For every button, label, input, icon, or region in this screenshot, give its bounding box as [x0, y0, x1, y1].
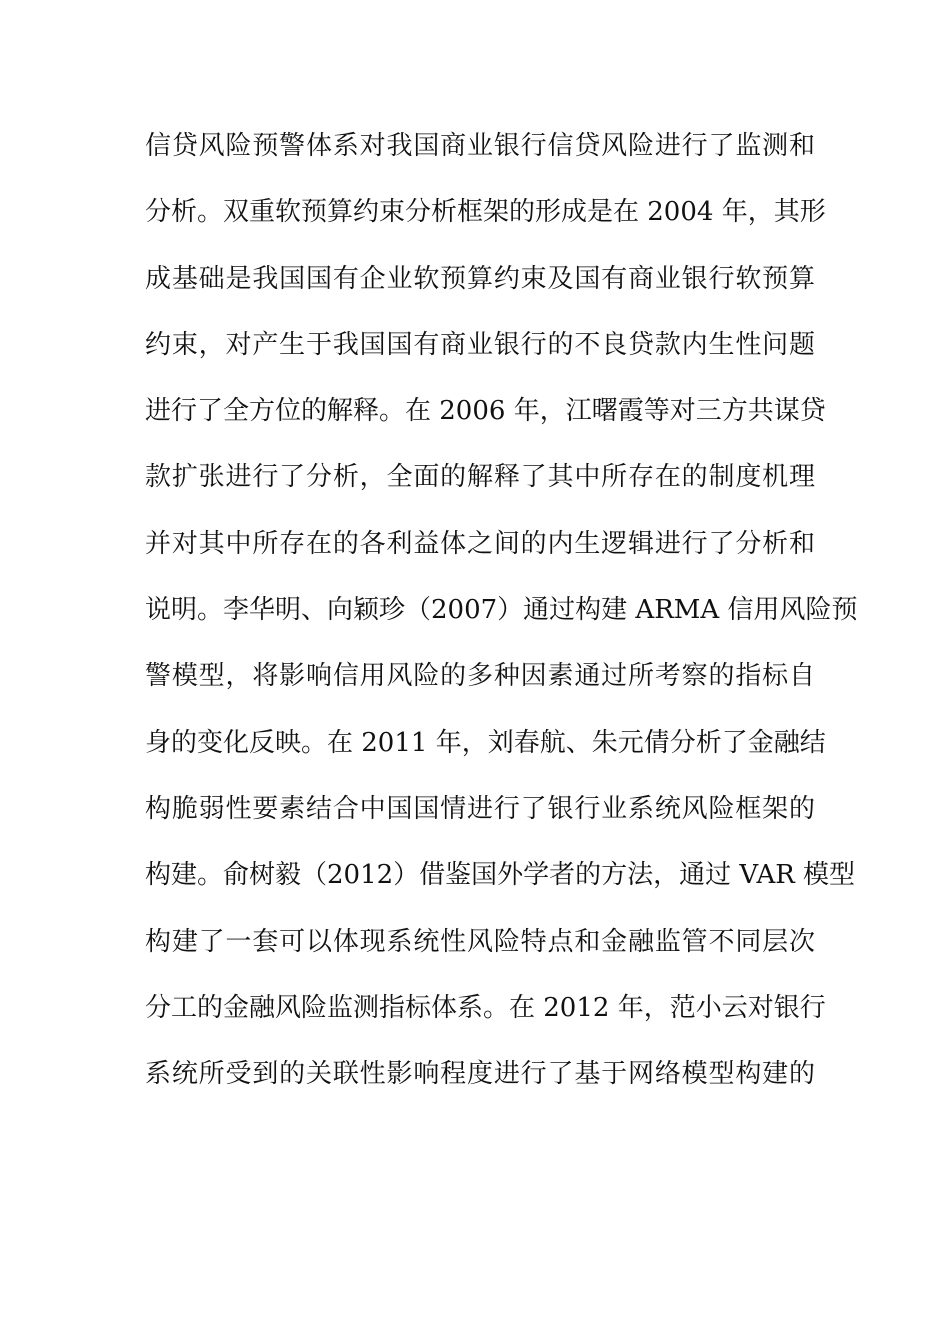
paragraph-line-12: 构建。俞树毅（2012）借鉴国外学者的方法，通过 VAR 模型 [145, 860, 856, 891]
paragraph-line-5: 进行了全方位的解释。在 2006 年，江曙霞等对三方共谋贷 [145, 396, 826, 427]
paragraph-line-4: 约束，对产生于我国国有商业银行的不良贷款内生性问题 [145, 329, 815, 360]
paragraph-line-6: 款扩张进行了分析，全面的解释了其中所存在的制度机理 [145, 462, 815, 493]
paragraph-line-1: 信贷风险预警体系对我国商业银行信贷风险进行了监测和 [145, 131, 815, 161]
paragraph-line-15: 系统所受到的关联性影响程度进行了基于网络模型构建的 [145, 1059, 815, 1090]
paragraph-line-10: 身的变化反映。在 2011 年，刘春航、朱元倩分析了金融结 [145, 727, 826, 758]
paragraph-line-2: 分析。双重软预算约束分析框架的形成是在 2004 年，其形 [145, 197, 826, 228]
paragraph-line-9: 警模型，将影响信用风险的多种因素通过所考察的指标自 [145, 661, 815, 692]
paragraph-line-11: 构脆弱性要素结合中国国情进行了银行业系统风险框架的 [145, 793, 815, 824]
paragraph-line-8: 说明。李华明、向颖珍（2007）通过构建 ARMA 信用风险预 [145, 595, 858, 626]
paragraph-line-14: 分工的金融风险监测指标体系。在 2012 年，范小云对银行 [145, 992, 826, 1023]
paragraph-line-3: 成基础是我国国有企业软预算约束及国有商业银行软预算 [145, 263, 815, 294]
paragraph-line-7: 并对其中所存在的各利益体之间的内生逻辑进行了分析和 [145, 528, 815, 559]
paragraph-line-13: 构建了一套可以体现系统性风险特点和金融监管不同层次 [145, 926, 815, 957]
body-paragraph [145, 131, 858, 1125]
